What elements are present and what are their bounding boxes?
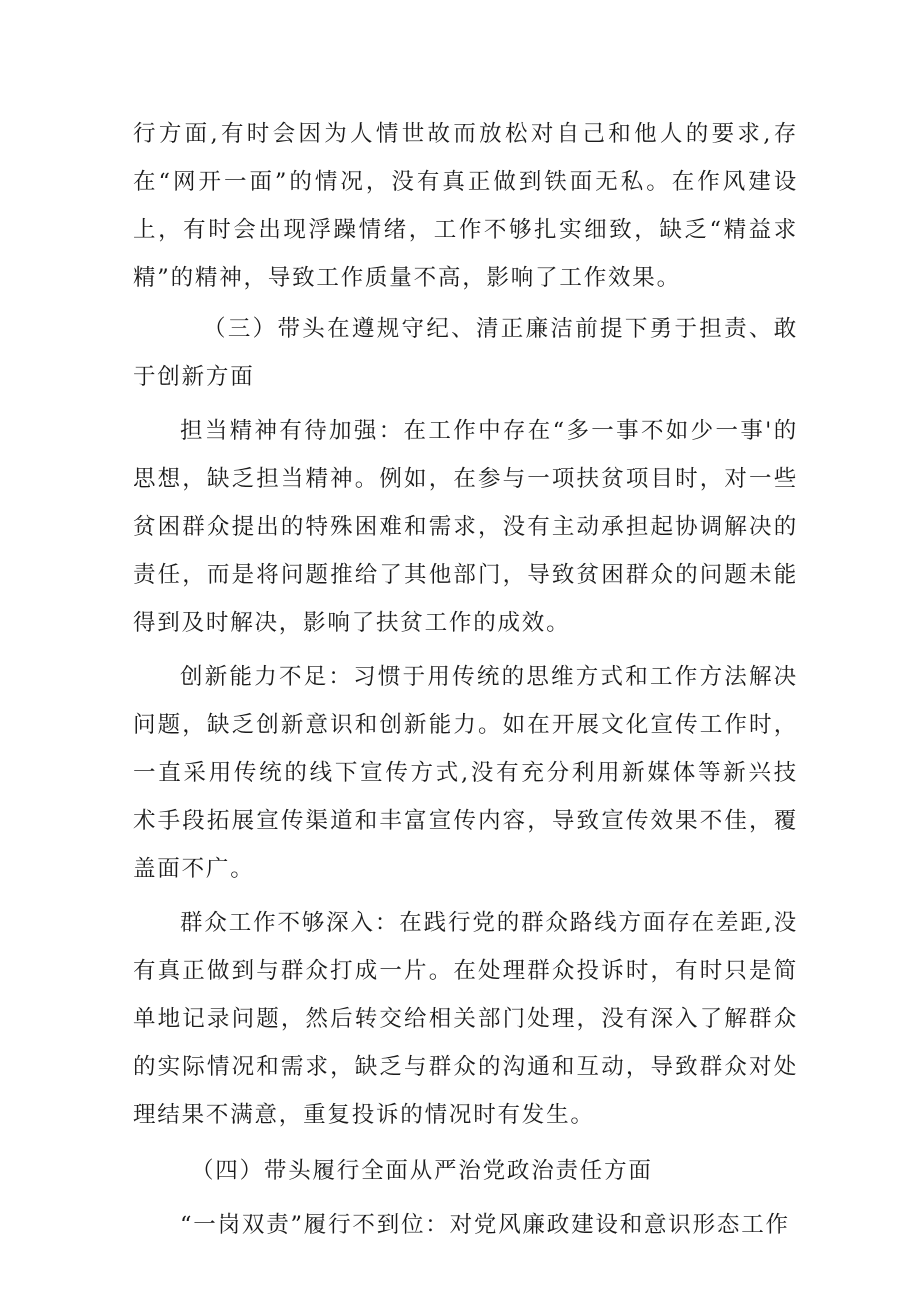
document-body <box>133 110 798 1249</box>
paragraph-continuation: 行方面,有时会因为人情世故而放松对自己和他人的要求,存在“网开一面”的情况，没有真正做到铁面无私。在作风建设上，有时会出现浮躁情绪，工作不够扎实细致，缺乏“精益求精”的精神，导致工作质量不高，影响了工作效果。 <box>133 121 798 291</box>
paragraph-innovation: 创新能力不足：习惯于用传统的思维方式和工作方法解决问题，缺乏创新意识和创新能力。如在开展文化宣传工作时，一直采用传统的线下宣传方式,没有充分利用新媒体等新兴技术手段拓展宣传渠道和丰富宣传内容，导致宣传效果不佳，覆盖面不广。 <box>133 664 798 882</box>
section-heading-4: （四）带头履行全面从严治党政治责任方面 <box>191 1158 653 1184</box>
paragraph-dual-duty: “一岗双责”履行不到位：对党风廉政建设和意识形态工作 <box>180 1212 790 1238</box>
paragraph-mass-work: 群众工作不够深入：在践行党的群众路线方面存在差距,没有真正做到与群众打成一片。在处理群众投诉时，有时只是简单地记录问题，然后转交给相关部门处理，没有深入了解群众的实际情况和需求，缺乏与群众的沟通和互动，导致群众对处理结果不满意，重复投诉的情况时有发生。 <box>133 910 798 1128</box>
section-heading-3: （三）带头在遵规守纪、清正廉洁前提下勇于担责、敢于创新方面 <box>133 316 798 390</box>
paragraph-responsibility: 担当精神有待加强：在工作中存在“多一事不如少一事'的思想，缺乏担当精神。例如，在参与一项扶贫项目时，对一些贫困群众提出的特殊困难和需求，没有主动承担起协调解决的责任，而是将问题推给了其他部门，导致贫困群众的问题未能得到及时解决，影响了扶贫工作的成效。 <box>133 418 798 636</box>
